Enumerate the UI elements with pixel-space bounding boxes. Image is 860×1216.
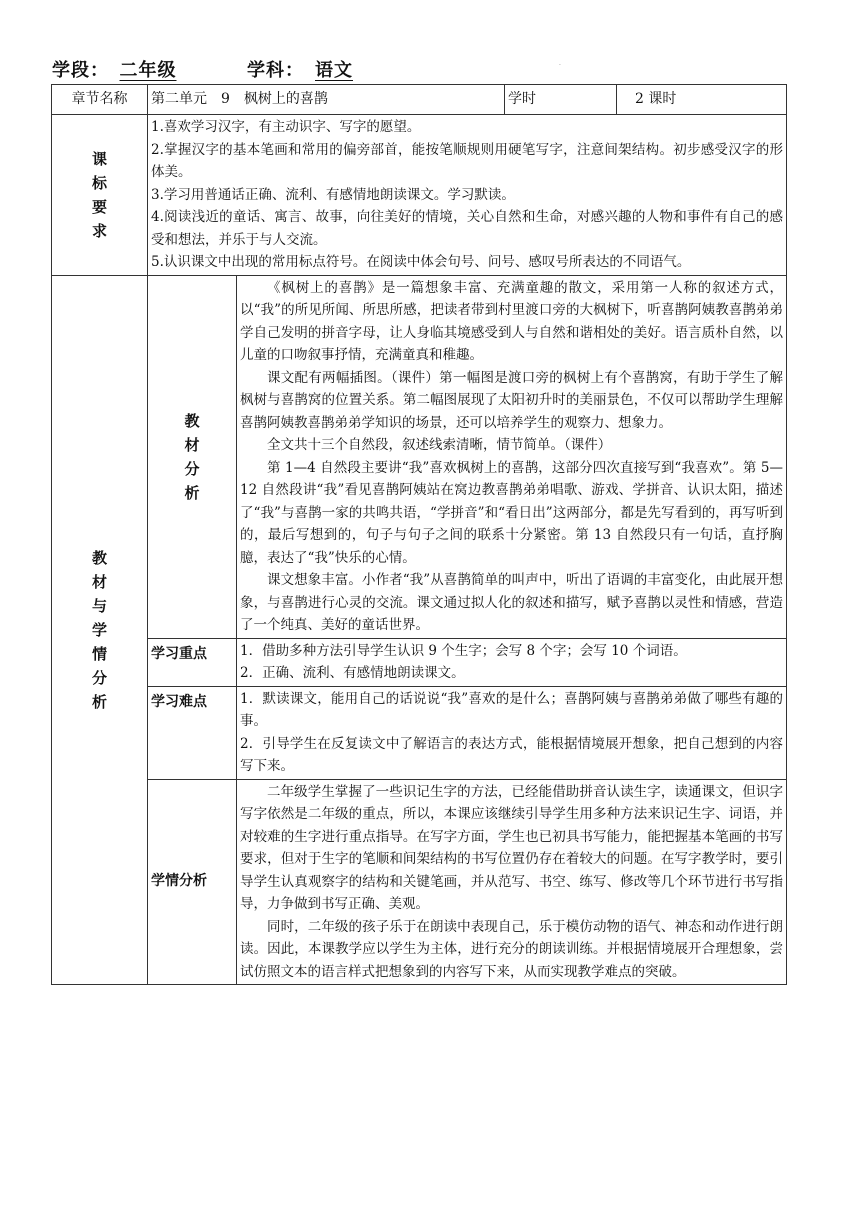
stage-value: 二年级 — [119, 60, 177, 81]
subject-label: 学科： — [247, 60, 304, 81]
difficulties-label: 学习难点 — [148, 686, 237, 779]
document-header — [52, 56, 364, 82]
material-paragraph: 全文共十三个自然段，叙述线索清晰，情节简单。（课件） — [267, 437, 612, 453]
difficulties-content — [237, 686, 787, 779]
material-paragraph: 课文想象丰富。小作者“我”从喜鹊简单的叫声中，听出了语调的丰富变化，由此展开想象，与喜鹊进行心灵的交流。课文通过拟人化的叙述和描写，赋予喜鹊以灵性和情感，营造了一个纯真、美好的童话世界。 — [240, 572, 784, 633]
material-paragraph: 《枫树上的喜鹊》是一篇想象丰富、充满童趣的散文，采用第一人称的叙述方式，以“我”的所见所闻、所思所感，把读者带到村里渡口旁的大枫树下，听喜鹊阿姨教喜鹊弟弟学自己发明的拼音字母，让人身临其境感受到人与自然和谐相处的美好。语言质朴自然，以儿童的口吻叙事抒情，充满童真和稚趣。 — [240, 279, 784, 363]
students-label: 学情分析 — [148, 779, 237, 985]
key-points-label: 学习重点 — [148, 638, 237, 686]
standards-label: 课 标 要 求 — [52, 115, 148, 276]
stray-dot: · — [559, 62, 561, 69]
analysis-label: 教 材 与 学 情 分 析 — [52, 275, 148, 985]
material-row — [52, 275, 787, 638]
standard-item: 4.阅读浅近的童话、寓言、故事，向往美好的情境，关心自然和生命，对感兴趣的人物和事件有自己的感受和想法，并乐于与人交流。 — [151, 209, 784, 248]
students-paragraph: 二年级学生掌握了一些识记生字的方法，已经能借助拼音认读生字，读通课文，但识字写字依然是二年级的重点，所以，本课应该继续引导学生用多种方法来识记生字、词语，并对较难的生字进行重点指导。在写字方面，学生也已初具书写能力，能把握基本笔画的书写要求，但对于生字的笔顺和间架结构的书写位置仍存在着较大的问题。在写字教学时，要引导学生认真观察字的结构和关键笔画，并从范写、书空、练写、修改等几个环节进行书写指导，力争做到书写正确、美观。 — [240, 783, 784, 912]
students-content — [237, 779, 787, 985]
subject-value: 语文 — [315, 60, 353, 81]
standards-content — [148, 115, 787, 276]
stage-label: 学段： — [52, 60, 109, 81]
standard-item: 5.认识课文中出现的常用标点符号。在阅读中体会句号、问号、感叹号所表达的不同语气。 — [151, 254, 691, 270]
chapter-label: 章节名称 — [52, 85, 148, 115]
difficulty-item: 2．引导学生在反复读文中了解语言的表达方式，能根据情境展开想象，把自己想到的内容写下来。 — [240, 735, 784, 774]
lesson-plan-table — [51, 84, 787, 985]
hours-value: 2 课时 — [617, 85, 787, 115]
material-paragraph: 第 1—4 自然段主要讲“我”喜欢枫树上的喜鹊，这部分四次直接写到“我喜欢”。第 5—12 自然段讲“我”看见喜鹊阿姨站在窝边教喜鹊弟弟唱歌、游戏、学拼音、认识太阳，描述了“我”与喜鹊一家的共鸣共语，“学拼音”和“看日出”这两部分，都是先写看到的，再写听到的，最后写想到的，句子与句子之间的联系十分紧密。第 13 自然段只有一句话，直抒胸臆，表达了“我”快乐的心情。 — [240, 459, 784, 566]
key-point-item: 1．借助多种方法引导学生认识 9 个生字；会写 8 个字；会写 10 个词语。 — [240, 642, 687, 659]
difficulties-row — [52, 686, 787, 779]
students-row — [52, 779, 787, 985]
material-analysis-content — [237, 275, 787, 638]
material-analysis-label: 教 材 分 析 — [148, 275, 237, 638]
difficulty-item: 1．默读课文，能用自己的话说说“我”喜欢的是什么；喜鹊阿姨与喜鹊弟弟做了哪些有趣的事。 — [240, 690, 784, 729]
students-paragraph: 同时，二年级的孩子乐于在朗读中表现自己，乐于模仿动物的语气、神态和动作进行朗读。因此，本课教学应以学生为主体，进行充分的朗读训练。并根据情境展开合理想象，尝试仿照文本的语言样式把想象到的内容写下来，从而实现教学难点的突破。 — [240, 918, 784, 980]
key-points-content — [237, 638, 787, 686]
chapter-row — [52, 85, 787, 115]
standard-item: 2.掌握汉字的基本笔画和常用的偏旁部首，能按笔顺规则用硬笔写字，注意间架结构。初步感受汉字的形体美。 — [151, 141, 784, 180]
chapter-value: 第二单元 9 枫树上的喜鹊 — [148, 85, 505, 115]
standard-item: 3.学习用普通话正确、流利、有感情地朗读课文。学习默读。 — [151, 186, 515, 203]
material-paragraph: 课文配有两幅插图。（课件）第一幅图是渡口旁的枫树上有个喜鹊窝，有助于学生了解枫树与喜鹊窝的位置关系。第二幅图展现了太阳初升时的美丽景色，不仅可以帮助学生理解喜鹊阿姨教喜鹊弟弟学知识的场景，还可以培养学生的观察力、想象力。 — [240, 369, 784, 431]
key-points-row — [52, 638, 787, 686]
standard-item: 1.喜欢学习汉字，有主动识字、写字的愿望。 — [151, 119, 421, 135]
standards-row — [52, 115, 787, 276]
key-point-item: 2．正确、流利、有感情地朗读课文。 — [240, 665, 465, 681]
hours-label: 学时 — [505, 85, 617, 115]
